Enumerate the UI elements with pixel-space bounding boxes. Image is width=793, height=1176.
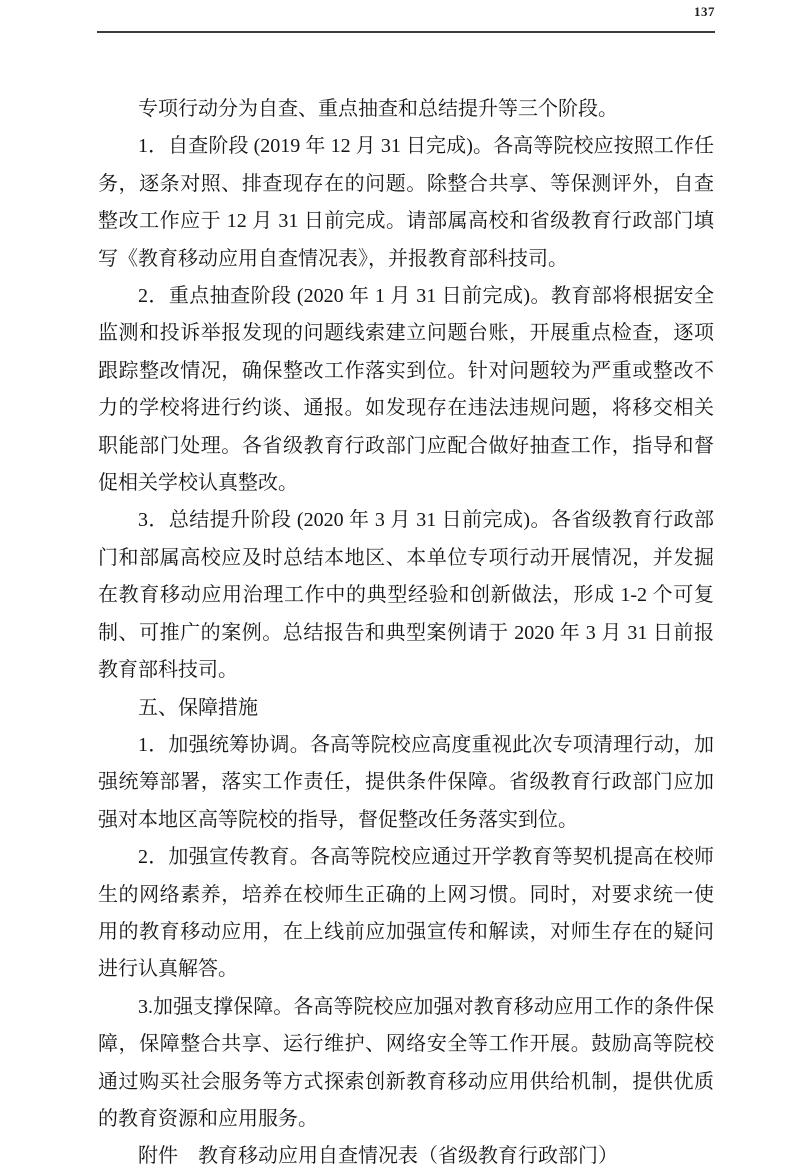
page-header — [97, 0, 715, 18]
paragraph-summary-stage: 3．总结提升阶段 (2020 年 3 月 31 日前完成)。各省级教育行政部门和部属高校应及时总结本地区、本单位专项行动开展情况，并发掘在教育移动应用治理工作中的典型经验和创新做法，形成 1-2 个可复制、可推广的案例。总结报告和典型案例请于 2020 年 3 月 31 日前报教育部科技司。 — [98, 509, 714, 682]
paragraph-coordination: 1．加强统筹协调。各高等院校应高度重视此次专项清理行动，加强统筹部署，落实工作责任，提供条件保障。省级教育行政部门应加强对本地区高等院校的指导，督促整改任务落实到位。 — [98, 733, 714, 831]
paragraph-publicity-education: 2．加强宣传教育。各高等院校应通过开学教育等契机提高在校师生的网络素养，培养在校师生正确的上网习惯。同时，对要求统一使用的教育移动应用，在上线前应加强宣传和解读，对师生存在的疑问进行认真解答。 — [98, 846, 714, 981]
page-number: 137 — [694, 4, 715, 19]
header-rule-divider — [97, 31, 715, 33]
section-heading-support-measures: 五、保障措施 — [138, 696, 258, 719]
attachment-reference-line: 附件 教育移动应用自查情况表（省级教育行政部门） — [138, 1145, 618, 1168]
paragraph-self-check-stage: 1．自查阶段 (2019 年 12 月 31 日完成)。各高等院校应按照工作任务，逐条对照、排查现存在的问题。除整合共享、等保测评外，自查整改工作应于 12 月 31 日前完成。请部属高校和省级教育行政部门填写《教育移动应用自查情况表》，并报教育部科技司。 — [98, 135, 714, 270]
document-body — [98, 91, 714, 1176]
paragraph-spot-check-stage: 2．重点抽查阶段 (2020 年 1 月 31 日前完成)。教育部将根据安全监测和投诉举报发现的问题线索建立问题台账，开展重点检查，逐项跟踪整改情况，确保整改工作落实到位。针对问题较为严重或整改不力的学校将进行约谈、通报。如发现存在违法违规问题，将移交相关职能部门处理。各省级教育行政部门应配合做好抽查工作，指导和督促相关学校认真整改。 — [98, 285, 714, 495]
paragraph-support-guarantee: 3.加强支撑保障。各高等院校应加强对教育移动应用工作的条件保障，保障整合共享、运行维护、网络安全等工作开展。鼓励高等院校通过购买社会服务等方式探索创新教育移动应用供给机制，提供优质的教育资源和应用服务。 — [98, 995, 714, 1130]
paragraph-intro-stages: 专项行动分为自查、重点抽查和总结提升等三个阶段。 — [138, 98, 618, 120]
